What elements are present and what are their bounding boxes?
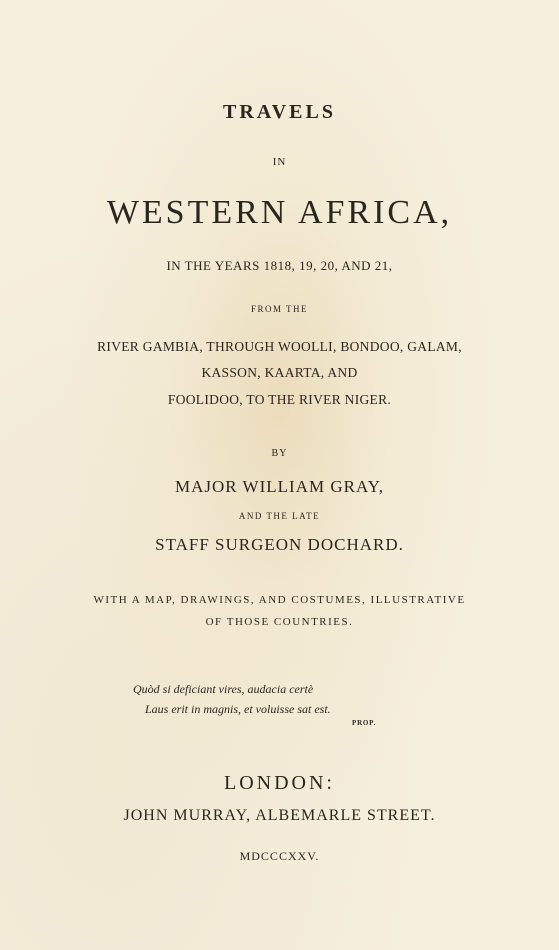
subtitle-from: FROM THE: [250, 304, 309, 314]
route-line-3: FOOLIDOO, TO THE RIVER NIGER.: [167, 392, 392, 407]
author-dochard: STAFF SURGEON DOCHARD.: [155, 535, 404, 554]
illustrations-line-1: WITH A MAP, DRAWINGS, AND COSTUMES, ILLUSTRATIVE: [93, 594, 466, 606]
subtitle-years: IN THE YEARS 1818, 19, 20, AND 21,: [166, 258, 393, 273]
author-gray: MAJOR WILLIAM GRAY,: [174, 477, 384, 496]
title-travels: TRAVELS: [223, 101, 336, 123]
and-the-late-label: AND THE LATE: [238, 511, 321, 521]
epigraph-source: PROP.: [352, 719, 377, 727]
route-line-1: RIVER GAMBIA, THROUGH WOOLLI, BONDOO, GALAM,: [97, 339, 462, 354]
epigraph-line-1: Quòd si deficiant vires, audacia certè: [133, 682, 314, 696]
title-western-africa: WESTERN AFRICA,: [106, 194, 453, 231]
epigraph-line-2: Laus erit in magnis, et voluisse sat est.: [145, 702, 331, 716]
illustrations-line-2: OF THOSE COUNTRIES.: [205, 616, 354, 628]
title-in: IN: [272, 156, 287, 168]
imprint-date: MDCCCXXV.: [239, 849, 320, 863]
by-label: BY: [271, 448, 288, 459]
route-line-2: KASSON, KAARTA, AND: [201, 365, 358, 380]
imprint-place: LONDON:: [224, 772, 335, 794]
imprint-publisher: JOHN MURRAY, ALBEMARLE STREET.: [123, 807, 436, 824]
